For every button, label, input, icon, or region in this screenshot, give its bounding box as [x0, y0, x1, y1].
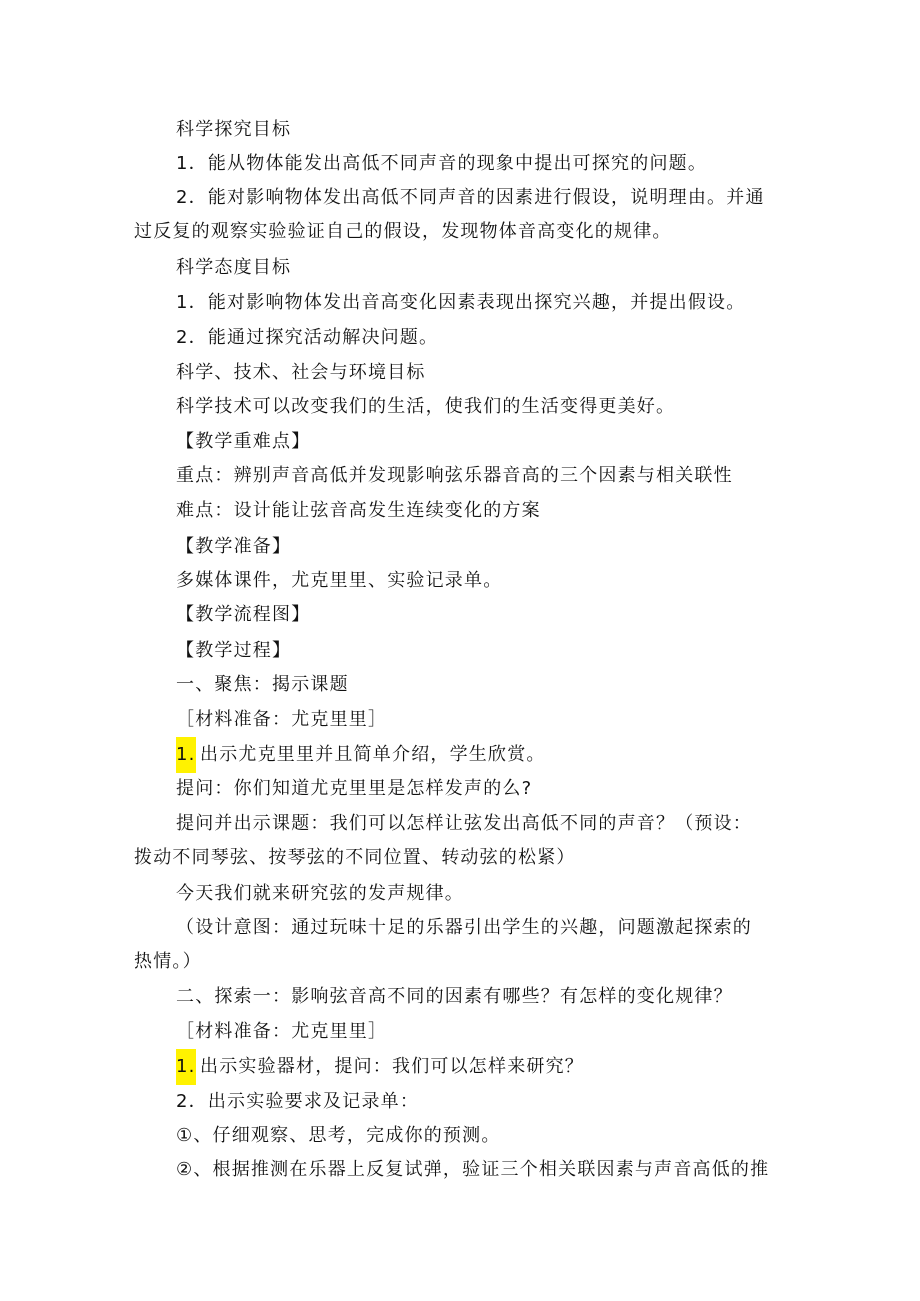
- heading-science-attitude-goals: 科学态度目标: [176, 257, 292, 278]
- difficult-point: 难点：设计能让弦音高发生连续变化的方案: [176, 500, 541, 521]
- section-2-explore: 二、探索一：影响弦音高不同的因素有哪些？有怎样的变化规律？: [176, 986, 733, 1007]
- inquiry-goal-1: 1．能从物体能发出高低不同声音的现象中提出可探究的问题。: [176, 153, 708, 174]
- today-topic: 今天我们就来研究弦的发声规律。: [176, 883, 464, 904]
- question-lesson-topic: 提问并出示课题：我们可以怎样让弦发出高低不同的声音？（预设：: [176, 813, 752, 834]
- requirement-2: ②、根据推测在乐器上反复试弹，验证三个相关联因素与声音高低的推: [176, 1159, 770, 1180]
- materials-note-1: ［材料准备：尤克里里］: [176, 709, 388, 730]
- step-2-requirements: 2．出示实验要求及记录单：: [176, 1091, 420, 1112]
- stse-goal: 科学技术可以改变我们的生活，使我们的生活变得更美好。: [176, 396, 676, 417]
- design-intent: （设计意图：通过玩味十足的乐器引出学生的兴趣，问题激起探索的: [176, 917, 752, 938]
- heading-key-difficult-points: 【教学重难点】: [176, 431, 311, 452]
- step-1-show-ukulele: 1. 出示尤克里里并且简单介绍，学生欣赏。: [0, 737, 920, 773]
- heading-science-inquiry-goals: 科学探究目标: [176, 119, 292, 140]
- attitude-goal-2: 2．能通过探究活动解决问题。: [176, 327, 439, 348]
- key-point: 重点：辨别声音高低并发现影响弦乐器音高的三个因素与相关联性: [176, 465, 733, 486]
- attitude-goal-1: 1．能对影响物体发出音高变化因素表现出探究兴趣，并提出假设。: [176, 292, 746, 313]
- design-intent-continued: 热情。）: [134, 951, 202, 972]
- step-1-show-equipment: 1. 出示实验器材，提问：我们可以怎样来研究？: [0, 1049, 920, 1085]
- question-lesson-topic-continued: 拨动不同琴弦、按琴弦的不同位置、转动弦的松紧）: [134, 847, 576, 868]
- section-1-focus: 一、聚焦：揭示课题: [176, 674, 349, 695]
- question-ukulele-sound: 提问：你们知道尤克里里是怎样发声的么?: [176, 778, 533, 799]
- materials-note-2: ［材料准备：尤克里里］: [176, 1021, 388, 1042]
- heading-stse-goals: 科学、技术、社会与环境目标: [176, 362, 426, 383]
- heading-teaching-flowchart: 【教学流程图】: [176, 604, 311, 625]
- heading-teaching-preparation: 【教学准备】: [176, 536, 292, 557]
- inquiry-goal-2: 2．能对影响物体发出高低不同声音的因素进行假设，说明理由。并通: [176, 187, 765, 208]
- inquiry-goal-2-continued: 过反复的观察实验验证自己的假设，发现物体音高变化的规律。: [134, 221, 672, 242]
- requirement-1: ①、仔细观察、思考，完成你的预测。: [176, 1125, 501, 1146]
- heading-teaching-process: 【教学过程】: [176, 640, 292, 661]
- preparation-materials: 多媒体课件，尤克里里、实验记录单。: [176, 570, 503, 591]
- highlighted-step-number: 1.: [176, 737, 196, 773]
- highlighted-step-number: 1.: [176, 1049, 196, 1085]
